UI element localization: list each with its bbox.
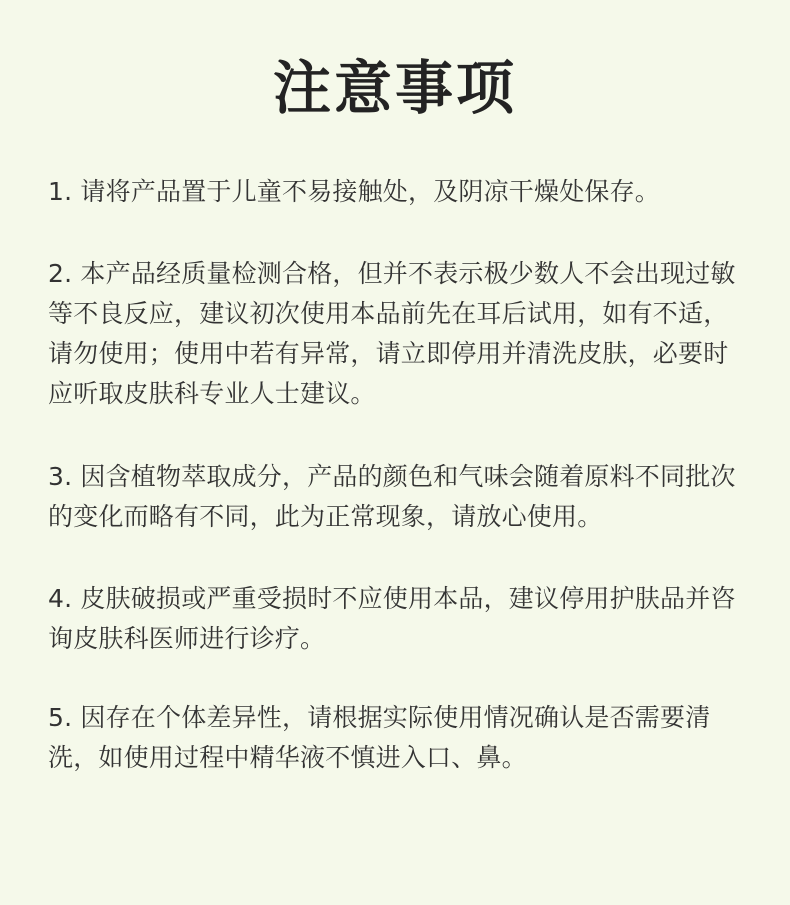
notice-item-4: 4. 皮肤破损或严重受损时不应使用本品，建议停用护肤品并咨询皮肤科医师进行诊疗。: [48, 584, 736, 653]
notice-item-2: 2. 本产品经质量检测合格，但并不表示极少数人不会出现过敏等不良反应，建议初次使用本品前先在耳后试用，如有不适，请勿使用；使用中若有异常，请立即停用并清洗皮肤，必要时应听取皮肤科专业人士建议。: [48, 259, 736, 408]
notice-item-5: 5. 因存在个体差异性，请根据实际使用情况确认是否需要清洗，如使用过程中精华液不慎进入口、鼻。: [48, 703, 711, 772]
page-title: 注意事项: [272, 54, 517, 122]
notice-item-3: 3. 因含植物萃取成分，产品的颜色和气味会随着原料不同批次的变化而略有不同，此为正常现象，请放心使用。: [48, 462, 736, 531]
notice-item-1: 1. 请将产品置于儿童不易接触处，及阴凉干燥处保存。: [48, 177, 661, 206]
